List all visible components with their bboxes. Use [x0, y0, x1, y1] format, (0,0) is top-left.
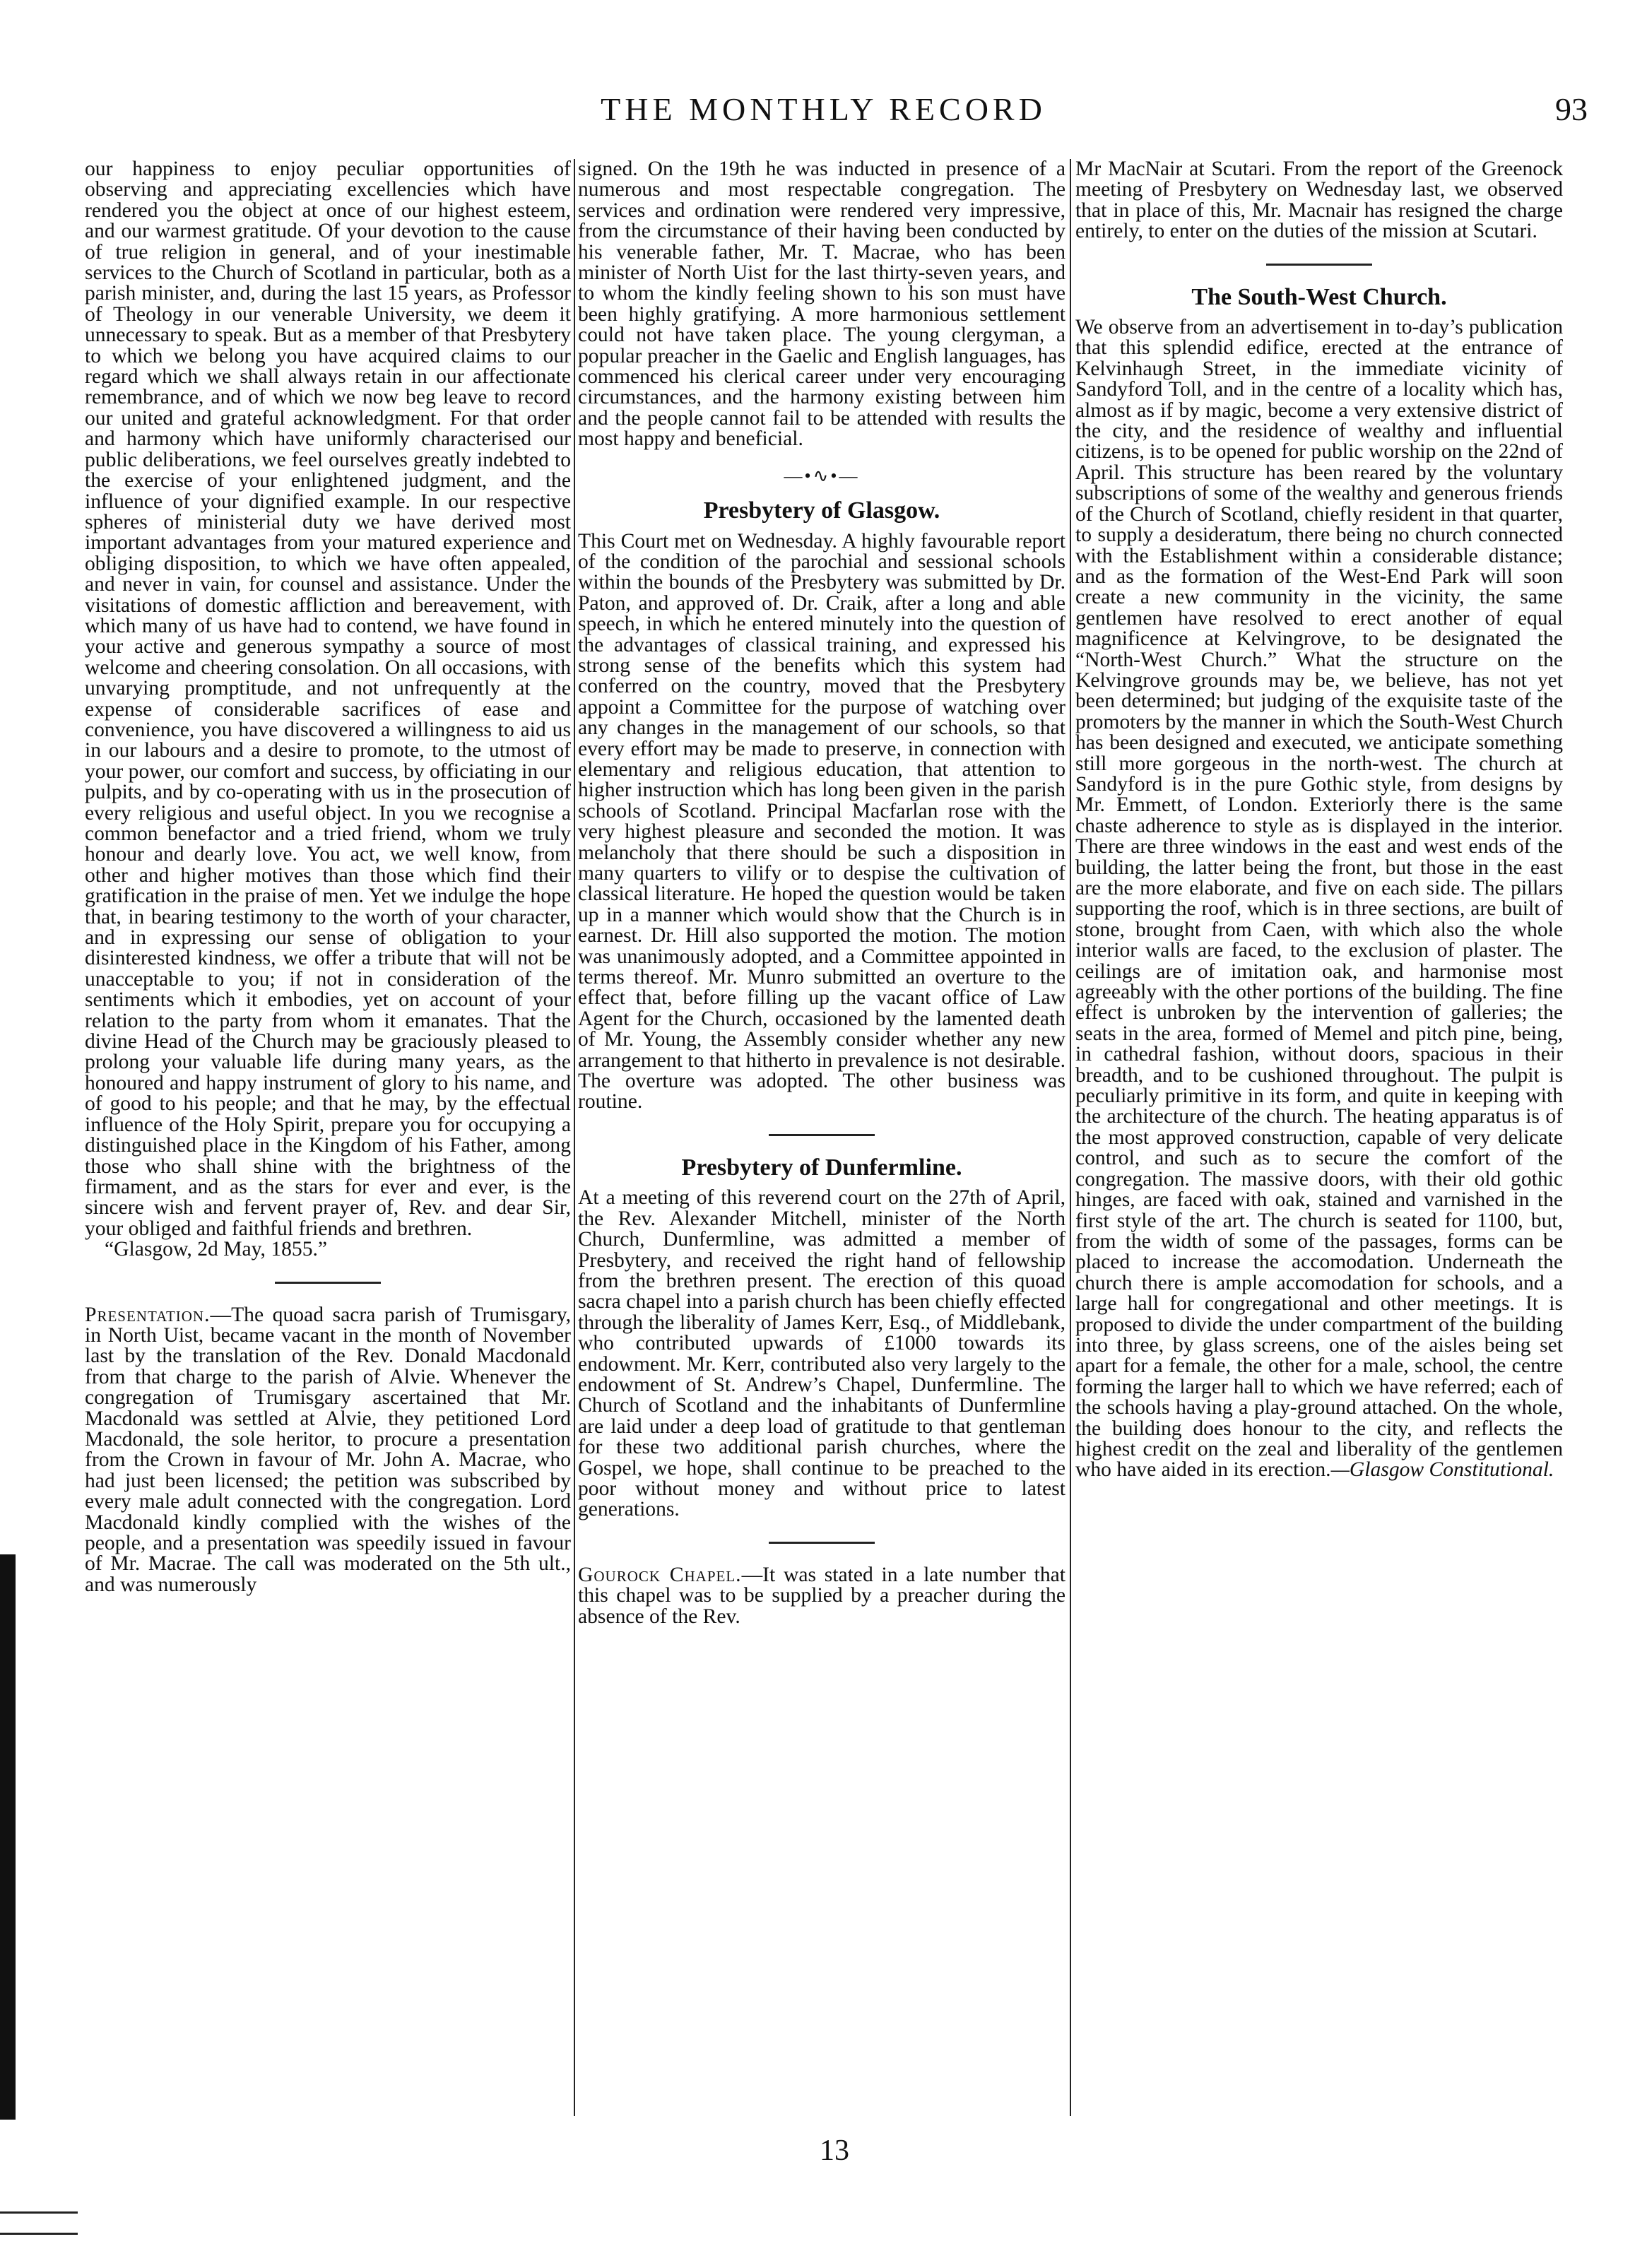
- heading-south-west-church: The South-West Church.: [1191, 283, 1447, 310]
- gourock-text: —It was stated in a late number that this chapel was to be supplied by a preacher during the absence of the Rev.: [578, 1563, 1066, 1628]
- section-divider: [1266, 264, 1372, 266]
- gourock-paragraph: [578, 1565, 1065, 1627]
- address-text: our happiness to enjoy peculiar opportunities of observing and appreciating excellencies which have rendered you the object at once of our highest esteem, and our warmest gratitude. Of your devotion to the cause of true religion in general, and of your inestimable services to the Church of Scotland in particular, both as a parish minister, and, during the last 15 years, as Professor of Theology in our venerable University, we deem it unnecessary to speak. But as a member of that Presbytery to which we belong you have acquired claims to our regard which we shall always retain in our affectionate remembrance, and of which we now beg leave to record our united and grateful acknowledgment. For that order and harmony which have uniformly characterised our public deliberations, we feel ourselves greatly indebted to the exercise of your enlightened judgment, and the influence of your dignified example. In our respective spheres of ministerial duty we have derived most important advantages from your matured experience and obliging disposition, to which we have often appealed, and never in vain, for counsel and assistance. Under the visitations of domestic affliction and bereavement, with which many of us have had to contend, we have found in your active and generous sympathy a source of most welcome and cheering consolation. On all occasions, with unvarying promptitude, and not unfrequently at the expense of considerable sacrifices of ease and convenience, you have discovered a willingness to aid us in our labours and a desire to promote, to the utmost of your power, our comfort and success, by officiating in our pulpits, and by co-operating with us in the prosecution of every religious and useful object. In you we recognise a common benefactor and a tried friend, whom we truly honour and dearly love. You act, we well know, from other and higher motives than those which find their gratification in the praise of men. Yet we indulge the hope that, in bearing testimony to the worth of your character, and in expressing our sense of obligation to your disinterested kindness, we offer a tribute that will not be unacceptable to you; if not in consideration of the sentiments which it embodies, yet on account of your relation to the party from whom it emanates. That the divine Head of the Church may be graciously pleased to prolong your valuable life during many years, as the honoured and happy instrument of glory to his name, and of good to his people; and that he may, by the effectual influence of the Holy Spirit, prepare you for occupying a distinguished place in the Kingdom of his Father, among those who shall shine with the brightness of the firmament, and as the stars for ever and ever, is the sincere wish and fervent prayer of, Rev. and dear Sir, your obliged and faithful friends and brethren.: [85, 158, 571, 1240]
- address-dateline: “Glasgow, 2d May, 1855.”: [105, 1238, 328, 1261]
- section-divider: [769, 1134, 875, 1136]
- column-3: [1075, 159, 1563, 1481]
- macnair-continuation: Mr MacNair at Scutari. From the report of the Greenock meeting of Presbytery on Wednesday last, we observed that in place of this, Mr. Macnair has resigned the charge entirely, to enter on the duties of the mission at Scutari.: [1075, 158, 1563, 243]
- heading-presbytery-glasgow: Presbytery of Glasgow.: [703, 497, 940, 524]
- margin-tick: [0, 2211, 78, 2214]
- south-west-church-report: [1075, 317, 1563, 1481]
- macrae-continuation: signed. On the 19th he was inducted in presence of a numerous and most respectable congregation. The services and ordination were rendered very impressive, from the circumstance of their having been conducted by his venerable father, Mr. T. Macrae, who has been minister of North Uist for the last thirty-seven years, and to whom the kindly feeling shown to his son must have been highly gratifying. A more harmonious settlement could not have taken place. The young clergyman, a popular preacher in the Gaelic and English languages, has commenced his clerical career under very encouraging circumstances, and the harmony existing between him and the people cannot fail to be attended with results the most happy and beneficial.: [578, 158, 1065, 451]
- south-west-church-text: We observe from an advertisement in to-day’s publication that this splendid edifice, erected at the entrance of Kelvinhaugh Street, in the immediate vicinity of Sandyford Toll, and in the centre of a locality which has, almost as if by magic, become a very extensive district of the city, and the residence of wealthy and influential citizens, is to be opened for public worship on the 22nd of April. This structure has been reared by the voluntary subscriptions of some of the wealthy and generous friends of the Church of Scotland, chiefly resident in that quarter, to supply a desideratum, there being no church connected with the Establishment within a considerable distance; and as the formation of the West-End Park will soon create a new community in the vicinity, the same gentlemen have resolved to erect another of equal magnificence at Kelvingrove, to be designated the “North-West Church.” What the structure on the Kelvingrove grounds may be, we believe, has not yet been determined; but judging of the exquisite taste of the promoters by the manner in which the South-West Church has been designed and executed, we anticipate something still more gorgeous in the north-west. The church at Sandyford is in the pure Gothic style, from designs by Mr. Emmett, of London. Exteriorly there is the same chaste adherence to style as is displayed in the interior. There are three windows in the east and west ends of the building, the latter being the front, but those in the east are the more elaborate, and five on each side. The pillars supporting the roof, which is in three sections, are built of stone, brought from Caen, with which also the whole interior walls are faced, to the exclusion of plaster. The ceilings are of imitation oak, and harmonise most agreeably with the other portions of the building. The fine effect is unbroken by the intervention of galleries; the seats in the area, formed of Memel and pitch pine, being, in cathedral fashion, without doors, spacious in their breadth, and to be cushioned throughout. The pulpit is peculiarly primitive in its form, and quite in keeping with the architecture of the church. The heating apparatus is of the most approved construction, capable of very delicate control, and such as to secure the comfort of the congregation. The massive doors, with their old gothic hinges, are faced with oak, stained and varnished in the first style of the art. The church is seated for 1100, but, from the width of some of the passages, forms can be placed to increase the accomodation. Underneath the church there is ample accomodation for schools, and a large hall for congregational and other meetings. It is proposed to divide the under compartment of the building into three, by glass screens, one of the aisles being set apart for a female, the other for a male, school, the centre forming the larger hall to which we have referred; each of the schools having a play-ground attached. On the whole, the building does honour to the city, and reflects the highest credit on the zeal and liberality of the gentlemen who have aided in its erection.: [1075, 316, 1563, 1482]
- column-rule-left: [574, 159, 575, 2116]
- running-title: THE MONTHLY RECORD: [601, 91, 1046, 127]
- source-credit: —Glasgow Constitutional.: [1330, 1458, 1554, 1482]
- column-2: [578, 159, 1065, 1627]
- binding-edge: [0, 1554, 16, 2120]
- page-number: 93: [1555, 91, 1588, 127]
- presentation-paragraph: [85, 1305, 571, 1596]
- glasgow-report: This Court met on Wednesday. A highly favourable report of the condition of the parochial and sessional schools within the bounds of the Presbytery was submitted by Dr. Paton, and approved of. Dr. Craik, after a long and able speech, in which he entered minutely into the question of the advantages of classical training, and expressed his strong sense of the benefits which this system had conferred on the country, moved that the Presbytery appoint a Committee for the purpose of watching over any changes in the management of our schools, so that every effort may be made to preserve, in connection with elementary and religious education, that attention to higher instruction which has long been given in the parish schools of Scotland. Principal Macfarlan rose with the very highest pleasure and seconded the motion. It was melancholy that there should be such a disposition in many quarters to vilify or to despise the cultivation of classical literature. He hoped the question would be taken up in a manner which would show that the Church is in earnest. Dr. Hill also supported the motion. The motion was unanimously adopted, and a Committee appointed in terms thereof. Mr. Munro submitted an overture to the effect that, before filling up the vacant office of Law Agent for the Church, occasioned by the lamented death of Mr. Young, the Assembly consider whether any new arrangement to that hitherto in prevalence is not desirable. The overture was adopted. The other business was routine.: [578, 529, 1065, 1114]
- margin-tick: [0, 2233, 78, 2235]
- section-divider: [769, 1542, 875, 1544]
- column-rule-right: [1070, 159, 1071, 2116]
- section-divider: [275, 1282, 381, 1284]
- presentation-lead: Presentation.: [85, 1303, 211, 1326]
- dunfermline-report: At a meeting of this reverend court on the 27th of April, the Rev. Alexander Mitchell, minister of the North Church, Dunfermline, was admitted a member of Presbytery, and received the right hand of fellowship from the brethren present. The erection of this quoad sacra chapel into a parish church has been chiefly effected through the liberality of James Kerr, Esq., of Middlebank, who contributed upwards of £1000 towards its endowment. Mr. Kerr, contributed also very largely to the endowment of St. Andrew’s Chapel, Dunfermline. The Church of Scotland and the inhabitants of Dunfermline are laid under a deep load of gratitude to that gentleman for these two additional parish churches, where the Gospel, we hope, shall continue to be preached to the poor without money and without price to latest generations.: [578, 1186, 1065, 1521]
- presentation-text: —The quoad sacra parish of Trumisgary, in North Uist, became vacant in the month of November last by the translation of the Rev. Donald Macdonald from that charge to the parish of Alvie. Whenever the congregation of Trumisgary ascertained that Mr. Macdonald was settled at Alvie, they petitioned Lord Macdonald, the sole heritor, to procure a presentation from the Crown in favour of Mr. John A. Macrae, who had just been licensed; the petition was subscribed by every male adult connected with the congregation. Lord Macdonald kindly complied with the wishes of the people, and a presentation was speedily issued in favour of Mr. Macrae. The call was moderated on the 5th ult., and was numerously: [85, 1303, 571, 1596]
- gourock-lead: Gourock Chapel.: [578, 1563, 742, 1586]
- column-1: [85, 159, 571, 1595]
- signature-mark: 13: [820, 2134, 849, 2167]
- page-header: [0, 90, 1647, 140]
- ornament-divider: —•∿•—: [784, 465, 860, 486]
- heading-presbytery-dunfermline: Presbytery of Dunfermline.: [681, 1154, 962, 1181]
